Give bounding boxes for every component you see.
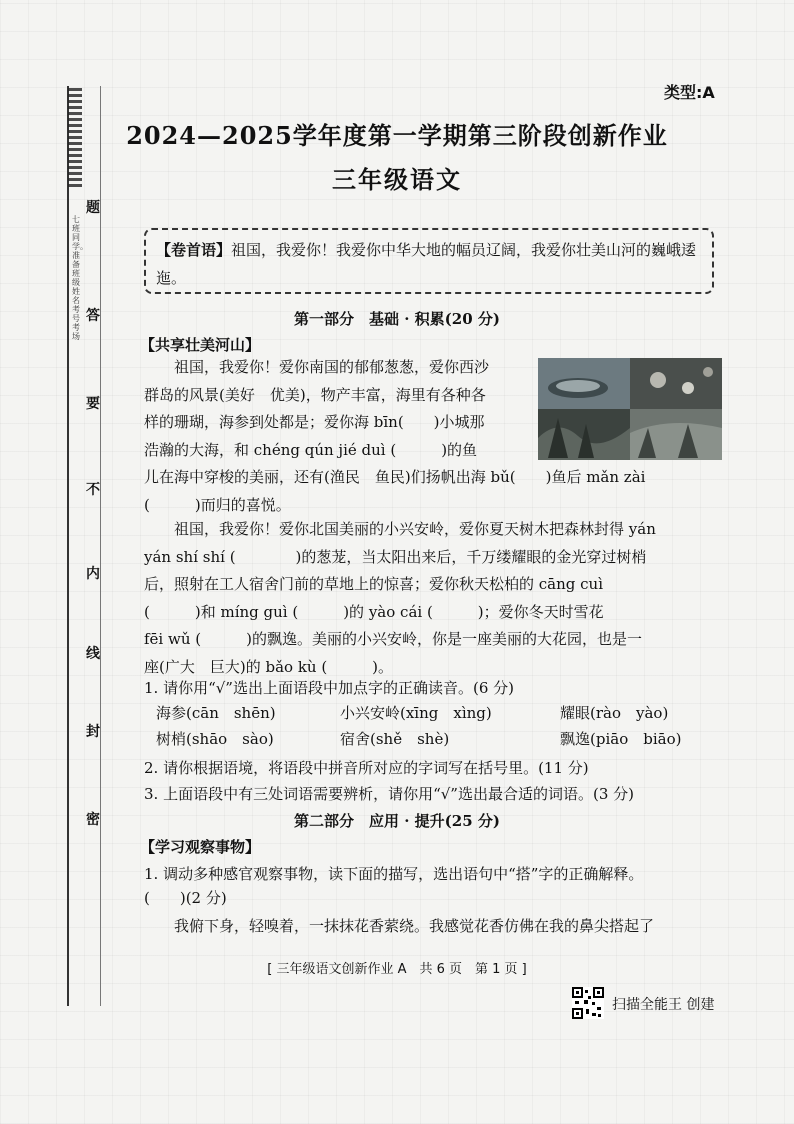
seal-char: 要 xyxy=(86,396,100,412)
paper-type-label: 类型:A xyxy=(664,83,715,102)
question-2-1-answer-blank[interactable]: ( )(2 分) xyxy=(144,889,227,907)
binding-rule-thin xyxy=(100,86,101,1006)
passage-line: 群岛的风景(美好 优美)，物产丰富，海里有各种各 xyxy=(144,385,486,404)
passage-line: 后，照射在工人宿舍门前的草地上的惊喜；爱你秋天松柏的 cāng cuì xyxy=(144,575,604,593)
passage-line: 祖国，我爱你！爱你北国美丽的小兴安岭，爱你夏天树木把森林封得 yán xyxy=(144,520,656,538)
question-1-3: 3. 上面语段中有三处词语需要辨析，请你用“√”选出最合适的词语。(3 分) xyxy=(144,785,634,803)
scanner-watermark: 扫描全能王 创建 xyxy=(612,997,715,1013)
pronunciation-option[interactable]: 小兴安岭(xīng xìng) xyxy=(340,704,492,722)
seal-char: 封 xyxy=(86,724,100,740)
preface-label: 【卷首语】 xyxy=(156,241,232,259)
passage-line: ( )而归的喜悦。 xyxy=(144,495,291,514)
question-1-2: 2. 请你根据语境，将语段中拼音所对应的字词写在括号里。(11 分) xyxy=(144,759,589,777)
passage-2 xyxy=(144,516,656,681)
passage-line: 样的珊瑚，海参到处都是；爱你海 bīn( )小城那 xyxy=(144,413,485,431)
page-title: 2024—2025学年度第一学期第三阶段创新作业 xyxy=(126,121,668,150)
part1-heading: 第一部分 基础 · 积累(20 分) xyxy=(294,310,500,328)
question-2-1: 1. 调动多种感官观察事物，读下面的描写，选出语句中“搭”字的正确解释。 xyxy=(144,865,644,883)
passage-line: 浩瀚的大海，和 chéng qún jié duì ( )的鱼 xyxy=(144,440,478,459)
seal-char: 内 xyxy=(86,566,100,582)
part1-section-title: 【共享壮美河山】 xyxy=(140,336,261,354)
seal-char: 题 xyxy=(86,200,100,216)
passage-1 xyxy=(144,354,645,519)
pronunciation-option[interactable]: 海参(cān shēn) xyxy=(156,704,276,722)
passage-line: ( )和 míng guì ( )的 yào cái ( )；爱你冬天时雪花 xyxy=(144,602,604,621)
seal-char: 不 xyxy=(86,482,100,498)
pronunciation-option[interactable]: 耀眼(rào yào) xyxy=(560,704,669,722)
seal-char: 密 xyxy=(86,812,100,828)
pronunciation-option[interactable]: 飘逸(piāo biāo) xyxy=(560,730,682,748)
preface-box xyxy=(144,228,714,294)
passage-line: yán shí shí ( )的葱茏，当太阳出来后，千万缕耀眼的金光穿过树梢 xyxy=(144,547,647,566)
part2-section-title: 【学习观察事物】 xyxy=(140,838,261,856)
binding-note: 七班同学。准备 班级 姓名 考号 考场 xyxy=(72,215,88,341)
reading-passage: 我俯下身，轻嗅着，一抹抹花香萦绕。我感觉花香仿佛在我的鼻尖搭起了 xyxy=(144,917,655,935)
passage-line: fēi wǔ ( )的飘逸。美丽的小兴安岭，你是一座美丽的大花园，也是一 xyxy=(144,630,642,648)
page-footer: [ 三年级语文创新作业 A 共 6 页 第 1 页 ] xyxy=(267,962,527,977)
binding-rule xyxy=(67,86,69,1006)
passage-line: 祖国，我爱你！爱你南国的郁郁葱葱，爱你西沙 xyxy=(144,358,490,376)
pronunciation-option[interactable]: 宿舍(shě shè) xyxy=(340,730,450,748)
preface-text: 祖国，我爱你！我爱你中华大地的幅员辽阔，我爱你壮美山河的巍峨逶迤。 xyxy=(156,241,697,287)
seal-char: 线 xyxy=(86,646,100,662)
pronunciation-option[interactable]: 树梢(shāo sào) xyxy=(156,730,274,748)
qr-code-icon xyxy=(572,987,604,1019)
passage-line: 座(广大 巨大)的 bǎo kù ( )。 xyxy=(144,657,394,676)
part2-heading: 第二部分 应用 · 提升(25 分) xyxy=(294,812,500,830)
passage-line: 儿在海中穿梭的美丽，还有(渔民 鱼民)们扬帆出海 bǔ( )鱼后 mǎn zài xyxy=(144,468,646,486)
page-subtitle: 三年级语文 xyxy=(332,165,462,194)
seal-char: 答 xyxy=(86,308,100,324)
question-1-1: 1. 请你用“√”选出上面语段中加点字的正确读音。(6 分) xyxy=(144,679,514,697)
